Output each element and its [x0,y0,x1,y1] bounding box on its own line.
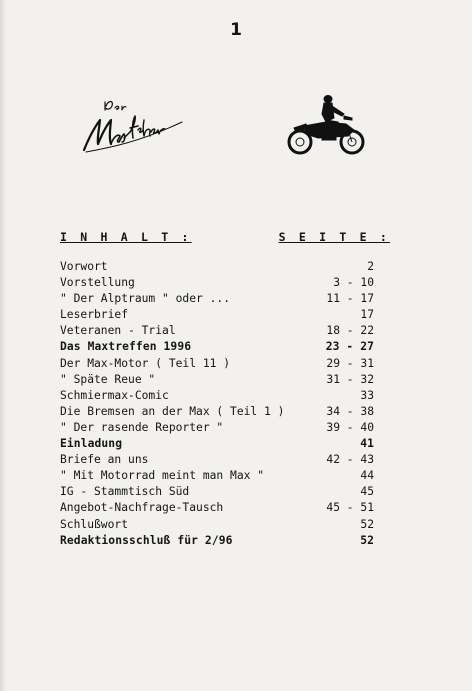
toc-entry [60,291,374,307]
toc-entry [60,533,374,549]
toc-entry [60,468,374,484]
toc-entry [60,356,374,372]
toc-entry [60,484,374,500]
toc-entry [60,339,374,355]
toc-entry-title: Veteranen - Trial [60,324,176,338]
motorcycle-rider-illustration [282,92,366,158]
toc-entry [60,275,374,291]
toc-entry-pages: 45 [360,485,374,499]
toc-entry-pages: 42 - 43 [326,453,374,467]
toc-entry-pages: 29 - 31 [326,356,374,370]
toc-entry [60,307,374,323]
toc-entry-title: " Mit Motorrad meint man Max " [60,469,265,483]
maxfahrer-logo [78,92,188,162]
toc-entry-pages: 31 - 32 [326,372,374,386]
toc-entry-pages: 11 - 17 [326,292,374,306]
toc-entry-title: Vorwort [60,260,108,273]
toc-entry [60,404,374,420]
toc-entry-title: " Der Alptraum " oder ... [60,292,231,306]
toc-entry-title: Briefe an uns [60,453,149,467]
toc-entry-title: Das Maxtreffen 1996 [60,340,192,354]
toc-entry-title: " Späte Reue " [60,372,156,386]
toc-entry-title: Schmiermax-Comic [60,388,169,402]
toc-entry-pages: 52 [360,533,374,547]
toc-entry [60,420,374,436]
toc-entry-title: Einladung [60,437,123,451]
toc-entry [60,517,374,533]
toc-entry-title: IG - Stammtisch Süd [60,485,190,499]
toc-entry [60,500,374,516]
toc-entry-title: Die Bremsen an der Max ( Teil 1 ) [60,404,285,418]
toc-entry [60,259,374,275]
toc-entry-title: " Der rasende Reporter " [60,420,224,434]
toc-entry-title: Schlußwort [60,517,129,531]
toc-entry [60,436,374,452]
toc-entry-pages: 34 - 38 [326,404,374,418]
toc-entry [60,452,374,468]
toc-entry [60,323,374,339]
toc-entry-title: Leserbrief [60,308,129,322]
toc-entry-pages: 18 - 22 [326,324,374,338]
toc-entry-title: Der Max-Motor ( Teil 11 ) [60,356,231,370]
toc-entry-pages: 3 - 10 [333,276,374,290]
toc-entry-title: Vorstellung [60,276,135,290]
toc-entry-title: Angebot-Nachfrage-Tausch [60,501,224,515]
table-of-contents [60,259,374,549]
toc-header [60,230,390,246]
toc-entry-pages: 39 - 40 [326,420,374,434]
toc-entry-pages: 23 - 27 [325,340,374,354]
toc-entry-pages: 41 [360,437,374,451]
toc-entry [60,388,374,404]
page-edge-shadow [0,0,6,691]
toc-heading-contents: I N H A L T : [60,230,192,244]
toc-entry [60,372,374,388]
toc-heading-pages: S E I T E : [278,230,390,244]
toc-entry-pages: 17 [360,308,374,322]
toc-entry-pages: 33 [360,388,374,402]
toc-entry-pages: 44 [360,469,374,483]
toc-entry-pages: 52 [360,517,374,531]
toc-entry-pages: 45 - 51 [326,501,374,515]
toc-entry-title: Redaktionsschluß für 2/96 [60,533,233,547]
page-number: 1 [230,20,242,40]
toc-entry-pages: 2 [367,260,374,273]
